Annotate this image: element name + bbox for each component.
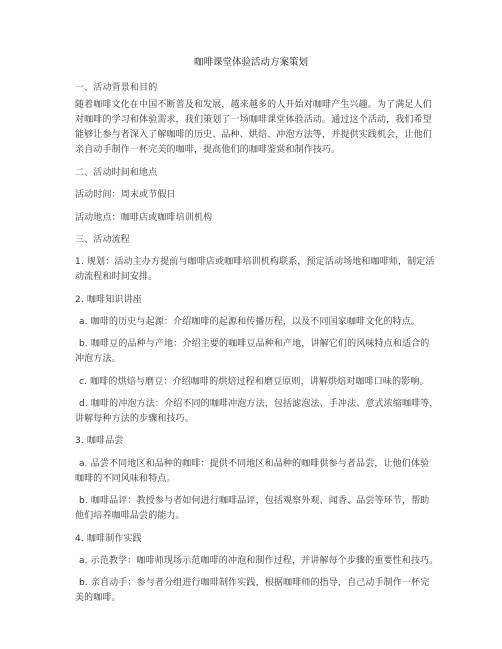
step1-line: 动流程和时间安排。 [75, 272, 158, 282]
step3-item-b-cont: 他们培养咖啡品尝的能力。 [75, 511, 185, 521]
step2-item-d-cont: 讲解每种方法的步骤和技巧。 [75, 414, 194, 424]
step3-item-b: b. 咖啡品评：教授参与者如何进行咖啡品评，包括观察外观、闻香、品尝等环节，帮助 [79, 496, 430, 506]
activity-place: 活动地点：咖啡店或咖啡培训机构 [75, 213, 213, 223]
step2-item-c: c. 咖啡的烘焙与磨豆：介绍咖啡的烘焙过程和磨豆原则，讲解烘焙对咖啡口味的影响。 [79, 377, 429, 387]
step2-item-a: a. 咖啡的历史与起源：介绍咖啡的起源和传播历程，以及不同国家咖啡文化的特点。 [79, 317, 421, 327]
section-heading-background: 一、活动背景和目的 [75, 83, 158, 93]
step4-item-a: a. 示范教学：咖啡师现场示范咖啡的冲泡和制作过程，并讲解每个步骤的重要性和技巧。 [79, 556, 439, 566]
step3-item-a-cont: 咖啡的不同风味和特点。 [75, 474, 176, 484]
step4-item-b: b. 亲自动手：参与者分组进行咖啡制作实践，根据咖啡师的指导，自己动手制作一杯完 [79, 578, 430, 588]
section-heading-time-place: 二、活动时间和地点 [75, 168, 158, 178]
section-heading-process: 三、活动流程 [75, 235, 130, 245]
background-paragraph-line: 能够让参与者深入了解咖啡的历史、品种、烘焙、冲泡方法等，并提供实践机会，让他们 [75, 130, 432, 140]
background-paragraph-line: 对咖啡的学习和体验需求，我们策划了一场咖啡课堂体验活动。通过这个活动，我们希望 [75, 115, 432, 125]
step4-heading: 4. 咖啡制作实践 [75, 534, 142, 544]
step2-heading: 2. 咖啡知识讲座 [75, 295, 142, 305]
step1-line: 1. 规划：活动主办方提前与咖啡店或咖啡培训机构联系，预定活动场地和咖啡师，制定活 [75, 257, 435, 267]
background-paragraph-line: 随着咖啡文化在中国不断普及和发展，越来越多的人开始对咖啡产生兴趣。为了满足人们 [75, 100, 432, 110]
activity-time: 活动时间：周末或节假日 [75, 190, 176, 200]
step3-heading: 3. 咖啡品尝 [75, 436, 124, 446]
step3-item-a: a. 品尝不同地区和品种的咖啡：提供不同地区和品种的咖啡供参与者品尝，让他们体验 [79, 459, 430, 469]
step4-item-b-cont: 美的咖啡。 [75, 593, 121, 603]
step2-item-d: d. 咖啡的冲泡方法：介绍不同的咖啡冲泡方法，包括滤泡法、手冲法、意式浓缩咖啡等， [79, 399, 439, 409]
step2-item-b: b. 咖啡豆的品种与产地：介绍主要的咖啡豆品种和产地，讲解它们的风味特点和适合的 [79, 339, 430, 349]
step2-item-b-cont: 冲泡方法。 [75, 354, 121, 364]
document-title: 咖啡课堂体验活动方案策划 [193, 57, 308, 68]
background-paragraph-line: 亲自动手制作一杯完美的咖啡，提高他们的咖啡鉴赏和制作技巧。 [75, 145, 341, 155]
